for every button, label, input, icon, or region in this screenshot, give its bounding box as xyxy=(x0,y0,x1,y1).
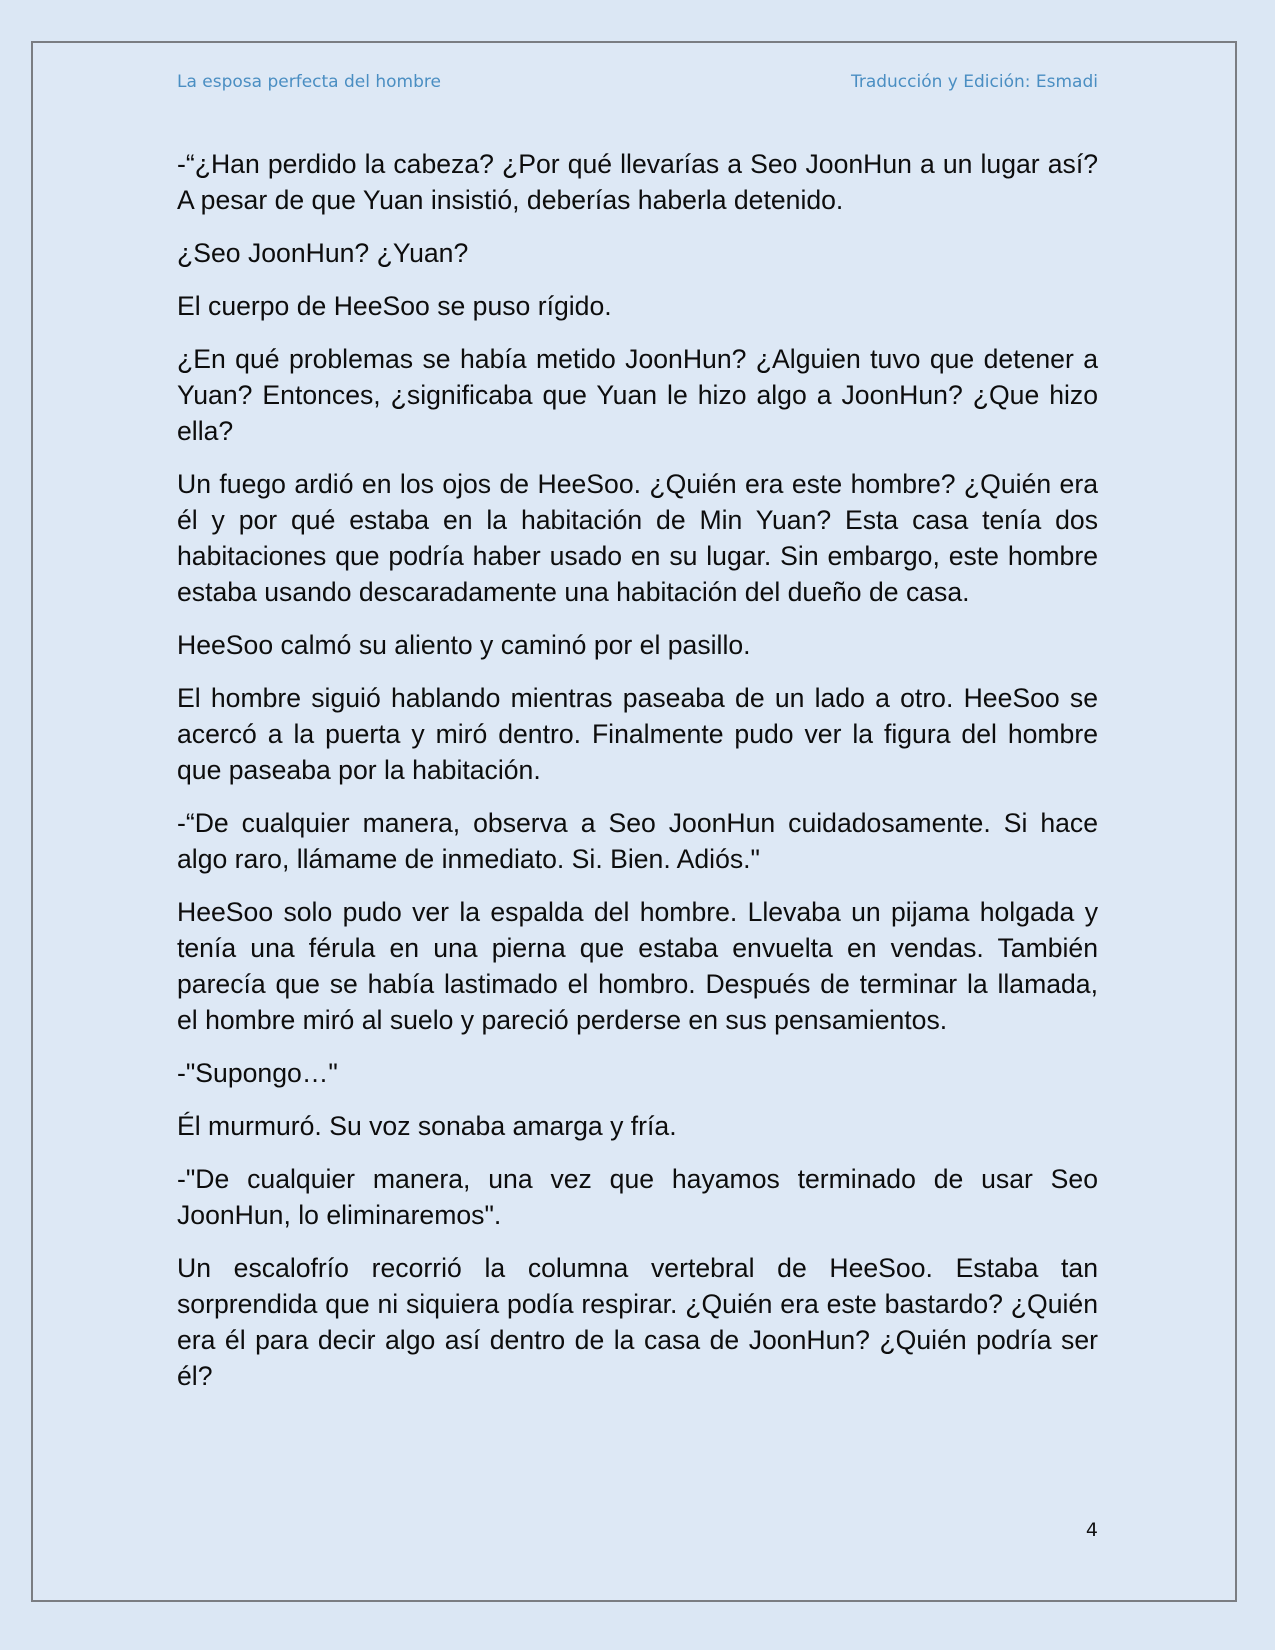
paragraph: El cuerpo de HeeSoo se puso rígido. xyxy=(177,291,612,321)
paragraph: HeeSoo calmó su aliento y caminó por el pasillo. xyxy=(177,630,751,660)
paragraph: Un fuego ardió en los ojos de HeeSoo. ¿Quién era este hombre? ¿Quién era él y por qué estaba en la habitación de Min Yuan? Esta casa tenía dos habitaciones que podría haber usado en su lugar. Sin embargo, este hombre estaba usando descaradamente una habitación del dueño de casa. xyxy=(177,469,1098,607)
paragraph: HeeSoo solo pudo ver la espalda del hombre. Llevaba un pijama holgada y tenía una férula en una pierna que estaba envuelta en vendas. También parecía que se había lastimado el hombro. Después de terminar la llamada, el hombre miró al suelo y pareció perderse en sus pensamientos. xyxy=(177,897,1098,1035)
running-header xyxy=(177,72,1098,102)
paragraph: El hombre siguió hablando mientras paseaba de un lado a otro. HeeSoo se acercó a la puerta y miró dentro. Finalmente pudo ver la figura del hombre que paseaba por la habitación. xyxy=(177,683,1098,785)
header-book-title: La esposa perfecta del hombre xyxy=(177,72,441,92)
document-body xyxy=(177,146,1098,1411)
paragraph: -"Supongo…" xyxy=(177,1058,338,1088)
paragraph: -"De cualquier manera, una vez que hayamos terminado de usar Seo JoonHun, lo eliminaremos". xyxy=(177,1164,1098,1230)
paragraph: -“De cualquier manera, observa a Seo JoonHun cuidadosamente. Si hace algo raro, llámame de inmediato. Si. Bien. Adiós." xyxy=(177,808,1098,874)
page-number: 4 xyxy=(1085,1519,1098,1541)
paragraph: -“¿Han perdido la cabeza? ¿Por qué llevarías a Seo JoonHun a un lugar así? A pesar de que Yuan insistió, deberías haberla detenido. xyxy=(177,149,1098,215)
paragraph: ¿Seo JoonHun? ¿Yuan? xyxy=(177,238,469,268)
paragraph: Un escalofrío recorrió la columna vertebral de HeeSoo. Estaba tan sorprendida que ni siquiera podía respirar. ¿Quién era este bastardo? ¿Quién era él para decir algo así dentro de la casa de JoonHun? ¿Quién podría ser él? xyxy=(177,1253,1098,1391)
paragraph: Él murmuró. Su voz sonaba amarga y fría. xyxy=(177,1111,677,1141)
header-credits: Traducción y Edición: Esmadi xyxy=(850,72,1098,92)
paragraph: ¿En qué problemas se había metido JoonHun? ¿Alguien tuvo que detener a Yuan? Entonces, ¿significaba que Yuan le hizo algo a JoonHun? ¿Que hizo ella? xyxy=(177,344,1098,446)
